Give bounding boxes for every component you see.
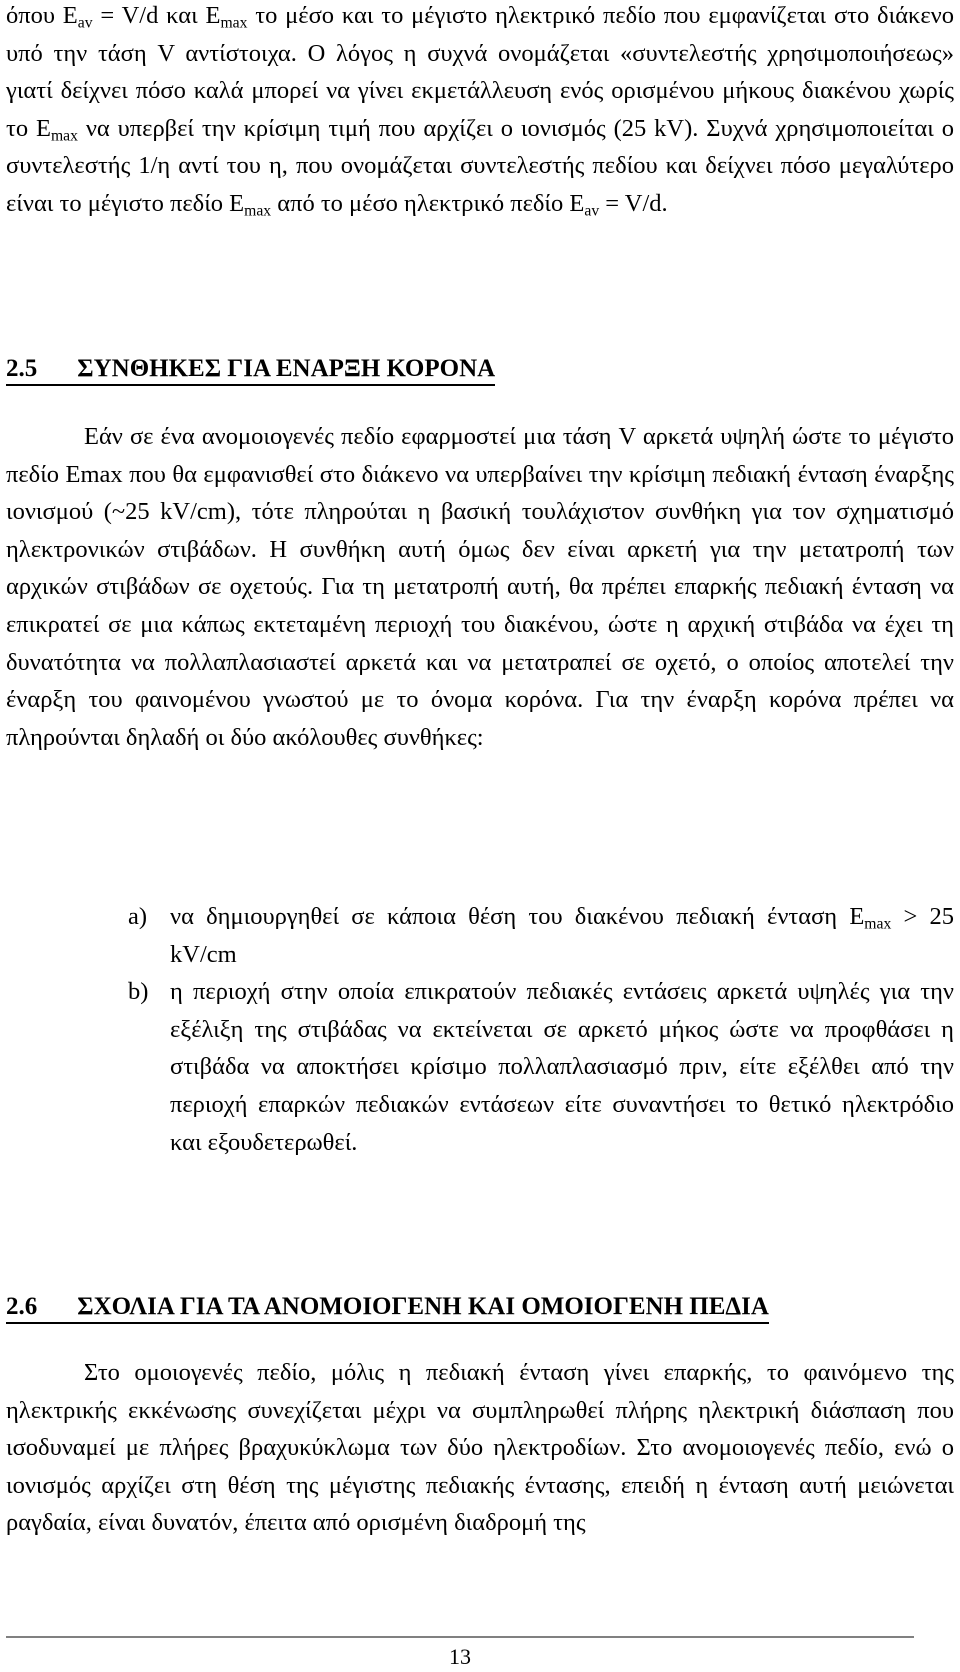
intro-paragraph: [6, 0, 954, 223]
section-title: ΣΥΝΘΗΚΕΣ ΓΙΑ ΕΝΑΡΞΗ ΚΟΡΟΝΑ: [77, 354, 495, 386]
section-title: ΣΧΟΛΙΑ ΓΙΑ ΤΑ ΑΝΟΜΟΙΟΓΕΝΗ ΚΑΙ ΟΜΟΙΟΓΕΝΗ ΠΕΔΙΑ: [77, 1292, 769, 1324]
section-heading-2-5: [6, 354, 946, 386]
section-2-5-paragraph: Εάν σε ένα ανομοιογενές πεδίο εφαρμοστεί μια τάση V αρκετά υψηλή ώστε το μέγιστο πεδίο Emax που θα εμφανισθεί στο διάκενο να υπερβαίνει την κρίσιμη πεδιακή ένταση έναρξης ιονισμού (~25 kV/cm), τότε πληρούται η βασική τουλάχιστον συνθήκη για τον σχηματισμό ηλεκτρονικών στιβάδων. Η συνθήκη αυτή όμως δεν είναι αρκετή για την μετατροπή των αρχικών στιβάδων σε οχετούς. Για τη μετατροπή αυτή, θα πρέπει επαρκής πεδιακή ένταση να επικρατεί σε μια κάπως εκτεταμένη περιοχή του διακένου, ώστε η αρχική στιβάδα να έχει τη δυνατότητα να πολλαπλασιαστεί αρκετά και να μετατραπεί σε οχετό, ο οποίος αποτελεί την έναρξη του φαινομένου γνωστού με το όνομα κορόνα. Για την έναρξη κορόνα πρέπει να πληρούνται δηλαδή οι δύο ακόλουθες συνθήκες:: [6, 423, 954, 751]
list-item-text: να δημιουργηθεί σε κάποια θέση του διακένου πεδιακή ένταση E: [170, 903, 865, 930]
text-run: = V/d και E: [92, 2, 221, 29]
text-run: = V/d.: [599, 189, 668, 217]
subscript: max: [244, 202, 272, 220]
subscript: max: [50, 127, 78, 145]
section-2-6-paragraph: Στο ομοιογενές πεδίο, μόλις η πεδιακή ένταση γίνει επαρκής, το φαινόμενο της ηλεκτρικής εκκένωσης συνεχίζεται μέχρι να συμπληρωθεί πλήρης ηλεκτρική διάσπαση που ισοδυναμεί με πλήρες βραχυκύκλωμα των δύο ηλεκτροδίων. Στο ανομοιογενές πεδίο, ενώ ο ιονισμός αρχίζει στη θέση της μέγιστης πεδιακής έντασης, επειδή η ένταση αυτή μειώνεται ραγδαία, είναι δυνατόν, έπειτα από ορισμένη διαδρομή της: [6, 1359, 954, 1537]
list-item-text: η περιοχή στην οποία επικρατούν πεδιακές εντάσεις αρκετά υψηλές για την εξέλιξη της στιβάδας να εκτείνεται σε αρκετό μήκος ώστε να προφθάσει η στιβάδα να αποκτήσει κρίσιμο πολλαπλασιασμό πριν, είτε εξέλθει από την περιοχή επαρκών πεδιακών εντάσεων είτε συναντήσει το θετικό ηλεκτρόδιο και εξουδετερωθεί.: [170, 978, 954, 1156]
list-item: [128, 973, 954, 1161]
list-item-text: > 25 kV/cm: [170, 903, 954, 968]
list-item: [128, 898, 954, 973]
list-marker: b): [128, 978, 149, 1006]
text-run: από το μέσο ηλεκτρικό πεδίο E: [271, 189, 585, 217]
section-2-6-body-block: [6, 1354, 954, 1542]
section-2-5-body-block: [6, 418, 954, 756]
footer-divider: [6, 1636, 914, 1638]
page-number: 13: [449, 1644, 471, 1669]
subscript: av: [584, 202, 600, 220]
text-run: όπου E: [6, 2, 78, 29]
subscript: av: [77, 14, 93, 32]
subscript: max: [220, 14, 248, 32]
text-run: το μέσο και το μέγιστο ηλεκτρικό πεδίο που εμφανίζεται στο διάκενο υπό την τάση V αντίστοιχα. Ο λόγος η συχνά ονομάζεται «συντελεστής χρησιμοποιήσεως» γιατί δείχνει πόσο καλά μπορεί να γίνει εκμετάλλευση ενός ορισμένου μήκους διακένου χωρίς το E: [6, 2, 954, 142]
heading-underline-gap: [37, 354, 77, 386]
section-number: 2.5: [6, 354, 37, 386]
intro-paragraph-block: [6, 0, 954, 223]
section-number: 2.6: [6, 1292, 37, 1324]
text-run: να υπερβεί την κρίσιμη τιμή που αρχίζει ο ιονισμός (25 kV). Συχνά χρησιμοποιείται ο συντελεστής 1/η αντί του η, που ονομάζεται συντελεστής πεδίου και δείχνει πόσο μεγαλύτερο είναι το μέγιστο πεδίο E: [6, 114, 955, 217]
list-marker: a): [128, 903, 148, 930]
subscript: max: [864, 915, 892, 933]
heading-underline-gap: [37, 1292, 77, 1324]
conditions-list: [128, 898, 954, 1161]
section-heading-2-6: [6, 1292, 946, 1324]
